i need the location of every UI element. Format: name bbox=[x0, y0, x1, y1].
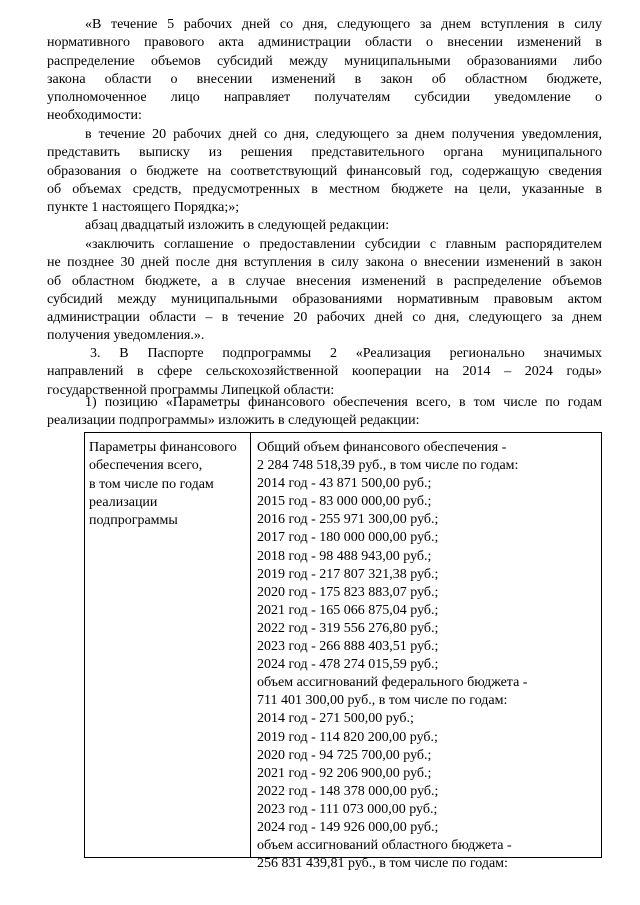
text-line: абзац двадцатый изложить в следующей редакции: bbox=[85, 218, 390, 233]
table-column-divider bbox=[250, 433, 251, 857]
text-line: уполномоченное лицо направляет получателям субсидии уведомление о bbox=[47, 90, 602, 106]
table-text-line: 2014 год - 271 500,00 руб.; bbox=[257, 711, 414, 727]
table-text-line: Общий объем финансового обеспечения - bbox=[257, 440, 507, 455]
paragraph-notification-deadline bbox=[47, 16, 602, 126]
table-text-line: 2018 год - 98 488 943,00 руб.; bbox=[257, 548, 432, 564]
table-text-line: 2023 год - 111 073 000,00 руб.; bbox=[257, 801, 438, 817]
table-text-line: 711 401 300,00 руб., в том числе по годам: bbox=[257, 693, 508, 709]
paragraph-twentieth-clause bbox=[47, 217, 602, 235]
table-text-line: 2019 год - 217 807 321,38 руб.; bbox=[257, 566, 439, 582]
table-text-line: 2019 год - 114 820 200,00 руб.; bbox=[257, 729, 438, 745]
text-line: «заключить соглашение о предоставлении субсидии с главным распорядителем bbox=[85, 237, 602, 252]
table-text-line: 2022 год - 148 378 000,00 руб.; bbox=[257, 783, 439, 799]
table-text-line: 2016 год - 255 971 300,00 руб.; bbox=[257, 512, 439, 528]
table-label-cell bbox=[89, 439, 247, 530]
table-text-line: 2023 год - 266 888 403,51 руб.; bbox=[257, 639, 439, 655]
financing-parameters-table bbox=[84, 432, 602, 872]
text-line: администрации области – в течение 20 рабочих дней со дня, следующего за днем bbox=[47, 310, 602, 326]
table-text-line: 2014 год - 43 871 500,00 руб.; bbox=[257, 476, 432, 492]
table-text-line: 2017 год - 180 000 000,00 руб.; bbox=[257, 530, 439, 546]
table-text-line: 2015 год - 83 000 000,00 руб.; bbox=[257, 494, 432, 510]
table-text-line: 2024 год - 478 274 015,59 руб.; bbox=[257, 657, 439, 673]
table-text-line: 2 284 748 518,39 руб., в том числе по годам: bbox=[257, 458, 519, 474]
text-line: необходимости: bbox=[47, 108, 142, 124]
table-text-line: 2022 год - 319 556 276,80 руб.; bbox=[257, 620, 439, 636]
text-line: пункте 1 настоящего Порядка;»; bbox=[47, 200, 240, 216]
table-text-line: реализации bbox=[89, 494, 158, 510]
text-line: 3. В Паспорте подпрограммы 2 «Реализация регионально значимых bbox=[90, 346, 602, 361]
text-line: в течение 20 рабочих дней со дня, следующего за днем получения уведомления, bbox=[85, 127, 602, 142]
table-text-line: 2021 год - 165 066 875,04 руб.; bbox=[257, 602, 439, 618]
text-line: распределение объемов субсидий между муниципальными образованиями либо bbox=[47, 53, 602, 69]
table-text-line: объем ассигнований федерального бюджета - bbox=[257, 675, 528, 691]
table-text-line: 2021 год - 92 206 900,00 руб.; bbox=[257, 765, 432, 781]
table-text-line: в том числе по годам bbox=[89, 476, 214, 492]
text-line: представить выписку из решения представительного органа муниципального bbox=[47, 145, 602, 161]
paragraph-agreement-clause bbox=[47, 236, 602, 346]
text-line: образования о бюджете на соответствующий финансовый год, содержащую сведения bbox=[47, 163, 602, 179]
text-line: субсидий между муниципальными образованиями нормативным правовым актом bbox=[47, 291, 602, 307]
table-text-line: 2024 год - 149 926 000,00 руб.; bbox=[257, 819, 439, 835]
table-text-line: подпрограммы bbox=[89, 513, 178, 529]
text-line: получения уведомления.». bbox=[47, 328, 205, 344]
table-text-line: обеспечения всего, bbox=[89, 458, 203, 474]
text-line: реализации подпрограммы» изложить в следующей редакции: bbox=[47, 413, 420, 429]
text-line: об объемах средств, предусмотренных в местном бюджете на цели, указанные в bbox=[47, 181, 602, 197]
table-value-cell bbox=[257, 439, 599, 873]
text-line: 1) позицию «Параметры финансового обеспечения всего, в том числе по годам bbox=[85, 395, 602, 410]
paragraph-extract-submission bbox=[47, 126, 602, 217]
table-text-line: 2020 год - 94 725 700,00 руб.; bbox=[257, 747, 432, 763]
text-line: «В течение 5 рабочих дней со дня, следующего за днем вступления в силу bbox=[85, 17, 602, 32]
table-text-line: объем ассигнований областного бюджета - bbox=[257, 838, 512, 854]
text-line: не позднее 30 дней после дня вступления в силу закона о внесении изменений в закон bbox=[47, 255, 602, 271]
paragraph-passport-section-3 bbox=[47, 345, 602, 400]
table-text-line: 2020 год - 175 823 883,07 руб.; bbox=[257, 584, 439, 600]
text-line: нормативного правового акта администрации области о внесении изменений в bbox=[47, 35, 602, 51]
table-text-line: Параметры финансового bbox=[89, 440, 237, 455]
paragraph-position-1 bbox=[47, 394, 602, 431]
text-line: государственной программы Липецкой области: bbox=[47, 382, 335, 398]
table-text-line: 256 831 439,81 руб., в том числе по годам: bbox=[257, 856, 508, 872]
text-line: об областном бюджете, а в случае внесения изменений в распределение объемов bbox=[47, 273, 602, 289]
text-line: закона области о внесении изменений в закон об областном бюджете, bbox=[47, 71, 602, 87]
text-line: направлений в сфере сельскохозяйственной кооперации на 2014 – 2024 годы» bbox=[47, 364, 602, 380]
